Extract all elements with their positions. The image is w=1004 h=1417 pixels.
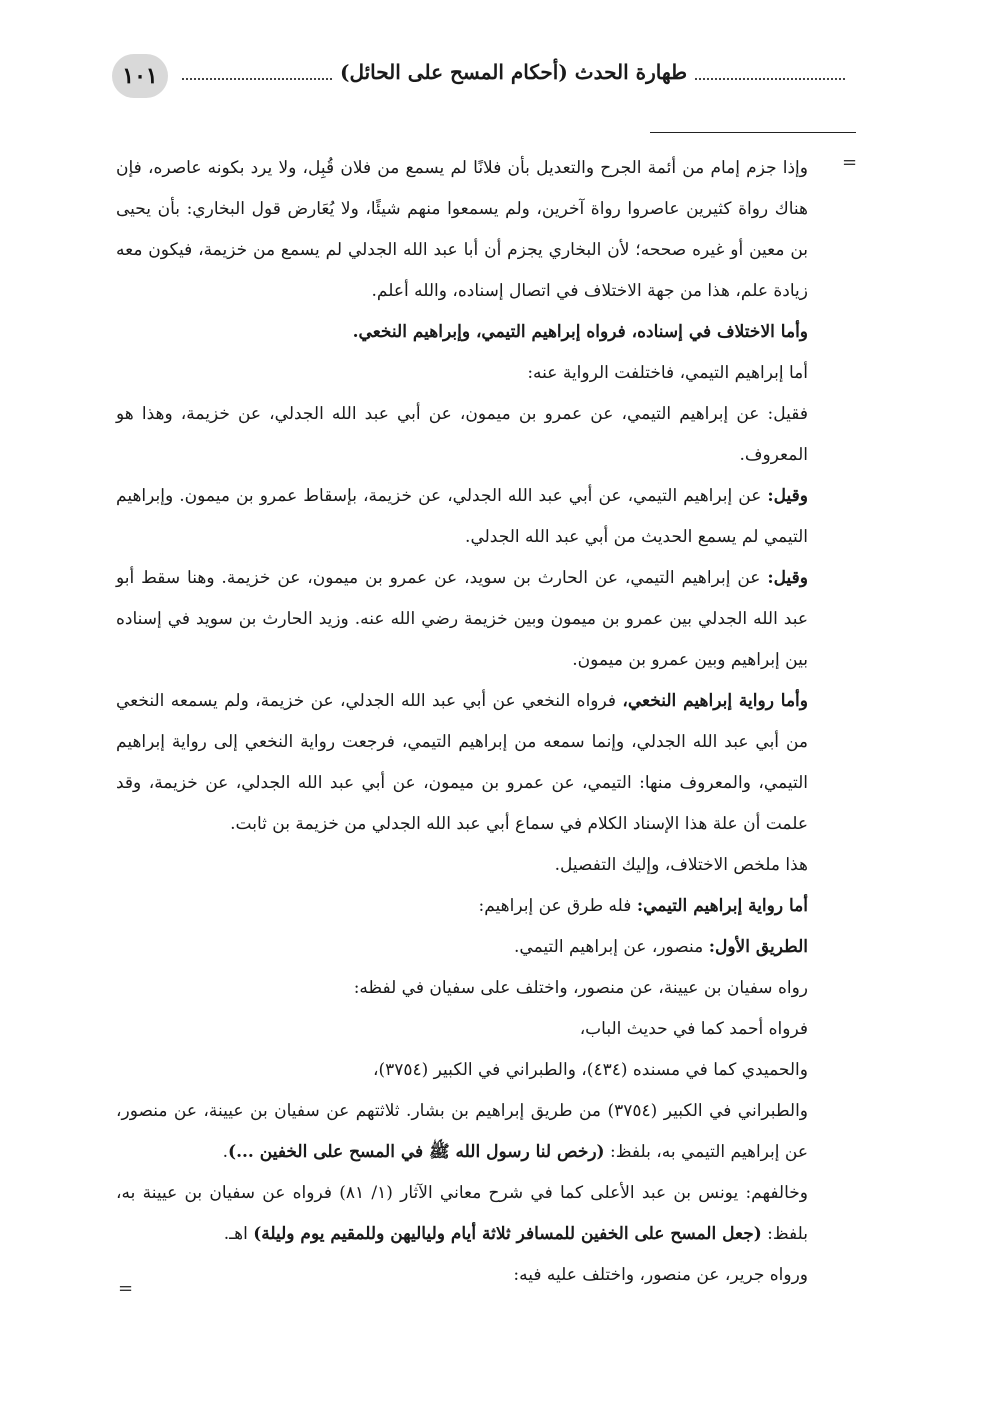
paragraph xyxy=(116,312,808,353)
paragraph: وقيل: عن إبراهيم التيمي، عن أبي عبد الله الجدلي، عن خزيمة، بإسقاط عمرو بن ميمون. وإبراهيم التيمي لم يسمع الحديث من أبي عبد الله الجدلي. xyxy=(116,486,808,547)
paragraph: والطبراني في الكبير (٣٧٥٤) من طريق إبراهيم بن بشار. ثلاثتهم عن سفيان بن عيينة، عن منصور، عن إبراهيم التيمي به، بلفظ: (رخص لنا رسول الله ﷺ في المسح على الخفين ...). xyxy=(116,1101,808,1162)
bold-heading: وأما الاختلاف في إسناده، فرواه إبراهيم التيمي، وإبراهيم النخعي. xyxy=(352,322,808,342)
paragraph: وإذا جزم إمام من أئمة الجرح والتعديل بأن فلانًا لم يسمع من فلان قُبِل، ولا يرد بكونه عاصره، فإن هناك رواة كثيرين عاصروا رواة آخرين، ولم يسمعوا منهم شيئًا، ولا يُعَارض قول البخاري: بأن يحيى بن معين أو غيره صححه؛ لأن البخاري يجزم أن أبا عبد الله الجدلي لم يسمع من خزيمة، فيكون معه زيادة علم، هذا من جهة الاختلاف في اتصال إسناده، والله أعلم. xyxy=(116,158,808,301)
paragraph: فرواه أحمد كما في حديث الباب، xyxy=(579,1019,808,1039)
footnote-rule xyxy=(650,132,856,133)
paragraph: وأما رواية إبراهيم النخعي، فرواه النخعي عن أبي عبد الله الجدلي، عن خزيمة، ولم يسمعه النخعي من أبي عبد الله الجدلي، وإنما سمعه من إبراهيم التيمي، فرجعت رواية النخعي إلى رواية إبراهيم التيمي، والمعروف منها: التيمي، عن عمرو بن ميمون، عن أبي عبد الله الجدلي، عن خزيمة، وقد علمت أن علة هذا الإسناد الكلام في سماع أبي عبد الله الجدلي من خزيمة بن ثابت. xyxy=(116,691,808,834)
leader-dots-right xyxy=(695,78,845,80)
paragraph: أما رواية إبراهيم التيمي: فله طرق عن إبراهيم: xyxy=(478,896,808,916)
paragraph: ورواه جرير، عن منصور، واختلف عليه فيه: xyxy=(513,1265,808,1285)
paragraph: والحميدي كما في مسنده (٤٣٤)، والطبراني في الكبير (٣٧٥٤)، xyxy=(372,1060,808,1080)
paragraph: رواه سفيان بن عيينة، عن منصور، واختلف على سفيان في لفظه: xyxy=(353,978,808,998)
footnote-body xyxy=(116,148,808,1296)
leader-dots-left xyxy=(182,78,332,80)
bold-lead: الطريق الأول: xyxy=(708,937,808,957)
paragraph: أما إبراهيم التيمي، فاختلفت الرواية عنه: xyxy=(527,363,808,383)
bold-quote: (رخص لنا رسول الله ﷺ في المسح على الخفين ...) xyxy=(228,1142,605,1162)
header-title-row xyxy=(182,60,845,84)
bold-lead: وقيل: xyxy=(767,486,808,506)
bold-lead: أما رواية إبراهيم التيمي: xyxy=(636,896,808,916)
header-title: طهارة الحدث (أحكام المسح على الحائل) xyxy=(340,60,687,84)
page-number: ١٠١ xyxy=(112,54,168,98)
continuation-marker-bottom: = xyxy=(118,1278,134,1299)
paragraph: وقيل: عن إبراهيم التيمي، عن الحارث بن سويد، عن عمرو بن ميمون، عن خزيمة. وهنا سقط أبو عبد الله الجدلي بين عمرو بن ميمون وبين خزيمة رضي الله عنه. وزيد الحارث بن سويد في إسناده بين إبراهيم وبين عمرو بن ميمون. xyxy=(116,568,808,670)
running-header xyxy=(100,40,855,110)
continuation-marker-top: = xyxy=(842,152,858,173)
bold-lead: وقيل: xyxy=(767,568,808,588)
paragraph: فقيل: عن إبراهيم التيمي، عن عمرو بن ميمون، عن أبي عبد الله الجدلي، عن خزيمة، وهذا هو المعروف. xyxy=(116,404,808,465)
bold-quote: (جعل المسح على الخفين للمسافر ثلاثة أيام ولياليهن وللمقيم يوم وليلة) xyxy=(253,1224,762,1244)
paragraph: هذا ملخص الاختلاف، وإليك التفصيل. xyxy=(554,855,808,875)
paragraph: وخالفهم: يونس بن عبد الأعلى كما في شرح معاني الآثار (١/ ٨١) فرواه عن سفيان بن عيينة به، بلفظ: (جعل المسح على الخفين للمسافر ثلاثة أيام ولياليهن وللمقيم يوم وليلة) اهـ. xyxy=(116,1183,808,1244)
paragraph: الطريق الأول: منصور، عن إبراهيم التيمي. xyxy=(514,937,808,957)
bold-lead: وأما رواية إبراهيم النخعي، xyxy=(622,691,808,711)
